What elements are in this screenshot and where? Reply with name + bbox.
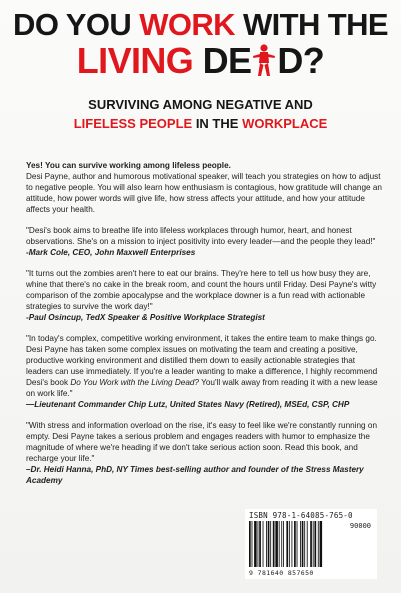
testimonial-quote: "With stress and information overload on the rise, it's easy to feel like we're constantly running on empty. Desi Payne takes a serious problem and engages readers with humor to emphasize the magnitude of where we're heading if we don't take serious action soon. Read this book, and recharge your life.": [26, 421, 377, 463]
testimonial-quote: You'll walk away from reading it with a new lease on work life.": [26, 378, 378, 398]
isbn-barcode: [245, 509, 377, 579]
subtitle-line-1: SURVIVING AMONG NEGATIVE AND: [88, 97, 313, 112]
title-word: DE: [202, 40, 252, 81]
intro-lead: Yes! You can survive working among lifeless people.: [26, 161, 231, 170]
testimonial: [26, 268, 382, 323]
title-highlight-work: WORK: [139, 7, 235, 42]
title-word: D?: [277, 40, 325, 81]
subtitle-highlight: WORKPLACE: [242, 116, 328, 131]
testimonial: [26, 420, 382, 486]
subtitle-line-2: [0, 117, 401, 130]
title-highlight-living: LIVING: [76, 40, 194, 81]
subtitle-word: IN THE: [195, 116, 239, 131]
testimonial-author: –Dr. Heidi Hanna, PhD, NY Times best-selling author and founder of the Stress Mastery Academy: [26, 465, 364, 485]
barcode-digits: 9 781640 857650: [249, 569, 314, 577]
testimonial-author: —Lieutenant Commander Chip Lutz, United States Navy (Retired), MSEd, CSP, CHP: [26, 400, 350, 409]
price-code: 90000: [349, 522, 371, 530]
testimonial-quote: "It turns out the zombies aren't here to eat our brains. They're here to tell us how busy they are, whine that there's no cake in the break room, and count the hours until Friday. Desi Payne's witty comparison of the zombie apocalypse and the workplace downer is a fun read with actionable strategies to survive the work day!": [26, 269, 377, 311]
title-word: DO YOU: [13, 7, 132, 42]
title-line-1: [0, 9, 401, 40]
zombie-figure-icon: [252, 43, 276, 77]
testimonial-author: -Mark Cole, CEO, John Maxwell Enterprises: [26, 248, 196, 257]
barcode-bars: [249, 521, 345, 569]
testimonial: [26, 333, 382, 410]
title-word: WITH THE: [242, 7, 388, 42]
title-line-2: [0, 40, 401, 81]
book-title-reference: Do You Work with the Living Dead?: [70, 378, 199, 387]
intro-paragraph: [26, 160, 382, 215]
blurb-content: [26, 160, 382, 496]
testimonial-quote: "In today's complex, competitive working environment, it takes the entire team to make things go. Desi Payne has taken some complex issues on motivating the team and creating a positive, productive working environment and distilled them down to easily actionable strategies that leaders can use immediately. If you're a leader wanting to make a difference, I highly recommend Desi's book: [26, 334, 378, 387]
intro-body: Desi Payne, author and humorous motivational speaker, will teach you strategies on how to adjust to negative people. You will also learn how enthusiasm is contagious, how gratitude will change an attitude, how power words will give life, how stress affects your attitude, and how your attitude affects your health.: [26, 172, 382, 214]
subtitle-highlight: LIFELESS PEOPLE: [73, 116, 193, 131]
testimonial-author: -Paul Osincup, TedX Speaker & Positive Workplace Strategist: [26, 313, 265, 322]
isbn-text: ISBN 978-1-64085-765-0: [249, 511, 353, 520]
testimonial-quote: "Desi's book aims to breathe life into lifeless workplaces through humor, heart, and honest observations. She's on a mission to inject positivity into every leader—and the people they lead!": [26, 226, 376, 246]
testimonial: [26, 225, 382, 258]
